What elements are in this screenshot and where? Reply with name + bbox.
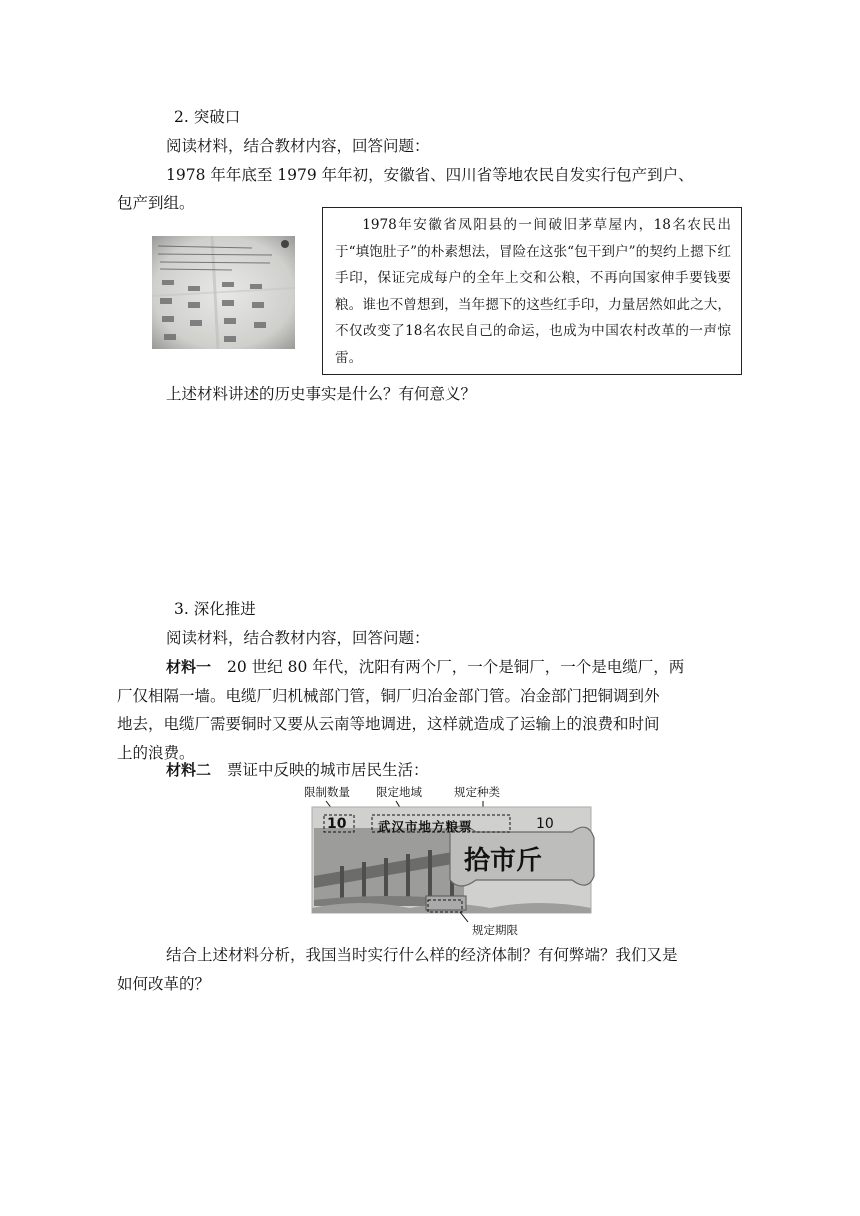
section-2-question: 上述材料讲述的历史事实是什么？有何意义？: [166, 385, 477, 403]
label-region: 限定地域: [376, 785, 422, 799]
material-1-label: 材料一: [166, 658, 212, 676]
material-2-text: 票证中反映的城市居民生活：: [227, 761, 429, 779]
section-3-question-line2: 如何改革的？: [117, 975, 211, 993]
ticket-number-left: 10: [327, 816, 347, 832]
contract-photo: [152, 236, 295, 349]
ticket-region-text: 武汉市地方粮票: [378, 819, 473, 834]
section-3-question-line1: 结合上述材料分析，我国当时实行什么样的经济体制？有何弊端？我们又是: [166, 946, 678, 964]
section-3-instruction: 阅读材料，结合教材内容，回答问题：: [166, 629, 430, 647]
grain-ticket-figure: [300, 780, 600, 940]
material-text: 1978年安徽省凤阳县的一间破旧茅草屋内，18名农民出于“填饱肚子”的朴素想法，冒险在这张“包干到户”的契约上摁下红手印，保证完成每户的全年上交和公粮，不再向国家伸手要钱要粮。谁也不曾想到，当年摁下的这些红手印，力量居然如此之大，不仅改变了18名农民自己的命运，也成为中国农村改革的一声惊雷。: [335, 217, 731, 366]
label-type: 规定种类: [454, 785, 500, 799]
material-text-box: [322, 207, 742, 375]
material-1-text-line1: 20 世纪 80 年代，沈阳有两个厂，一个是铜厂，一个是电缆厂，两: [227, 658, 685, 676]
material-1-line1: [166, 654, 684, 680]
section-2-intro-line1: 1978 年年底至 1979 年年初，安徽省、四川省等地农民自发实行包产到户、: [166, 166, 694, 184]
grain-ticket-svg: [300, 780, 600, 940]
label-quantity: 限制数量: [304, 785, 350, 799]
material-1-line2: 厂仅相隔一墙。电缆厂归机械部门管，铜厂归冶金部门管。冶金部门把铜调到外: [117, 687, 660, 705]
material-2-label: 材料二: [166, 761, 212, 779]
section-2-heading: 2. 突破口: [174, 108, 241, 126]
material-1-line4: 上的浪费。: [117, 744, 195, 762]
section-2-instruction: 阅读材料，结合教材内容，回答问题：: [166, 137, 430, 155]
ticket-number-right: 10: [536, 816, 554, 832]
ticket-amount: 拾市斤: [464, 846, 543, 876]
label-period: 规定期限: [472, 923, 518, 937]
section-2-intro-line2: 包产到组。: [117, 194, 195, 212]
section-3-heading: 3. 深化推进: [174, 600, 256, 618]
material-1-line3: 地去，电缆厂需要铜时又要从云南等地调进，这样就造成了运输上的浪费和时间: [117, 715, 660, 733]
